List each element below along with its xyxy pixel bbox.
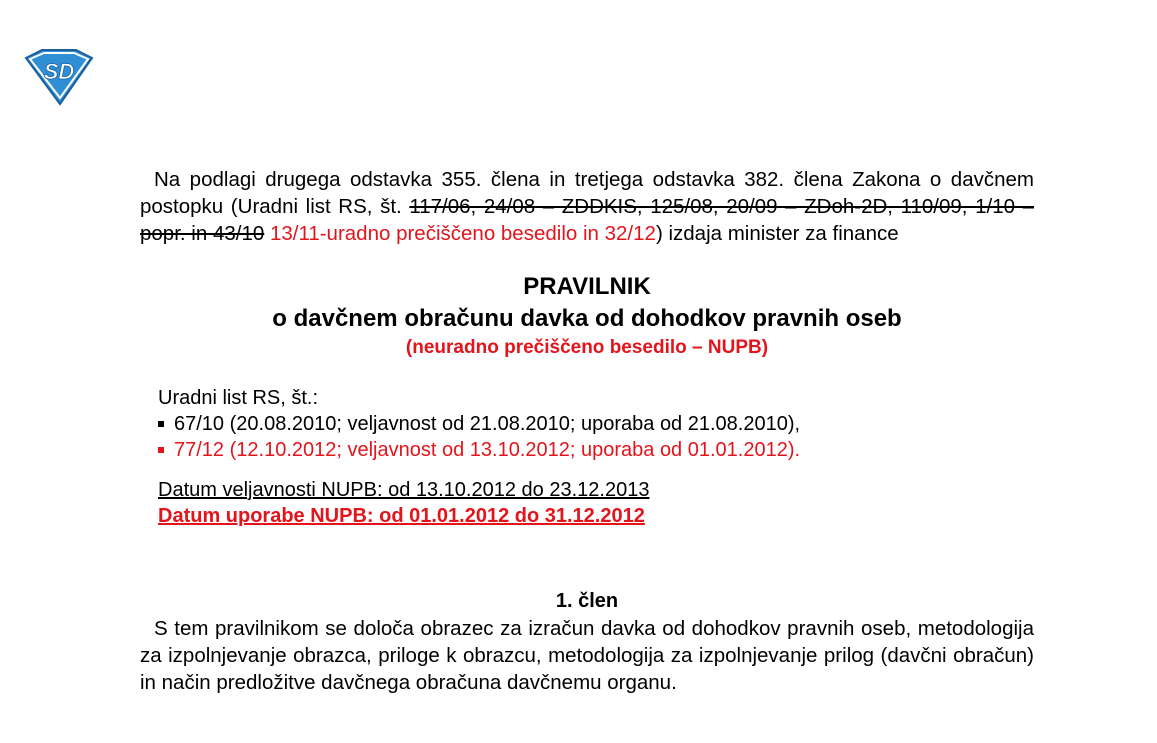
bullet-icon	[158, 421, 164, 427]
validity-block	[158, 477, 1034, 529]
publication-block	[158, 385, 1034, 463]
bullet-icon	[158, 447, 164, 453]
title-block	[140, 271, 1034, 361]
publication-item-text: 77/12 (12.10.2012; veljavnost od 13.10.2012; uporaba od 01.01.2012).	[174, 439, 801, 461]
publication-item	[158, 437, 1034, 463]
article-text: S tem pravilnikom se določa obrazec za izračun davka od dohodkov pravnih oseb, metodologija za izpolnjevanje obrazca, priloge k obrazcu, metodologija za izpolnjevanje prilog (davčni obračun) in način predložitve davčnega obračuna davčnemu organu.	[140, 617, 1034, 694]
use-date: Datum uporabe NUPB: od 01.01.2012 do 31.12.2012	[158, 505, 645, 527]
document-content	[140, 166, 1034, 696]
publication-item	[158, 411, 1034, 437]
publication-list	[158, 411, 1034, 463]
intro-end: ) izdaja minister za finance	[655, 222, 899, 245]
article-heading: 1. člen	[555, 590, 619, 612]
intro-red-text: 13/11-uradno prečiščeno besedilo in 32/12	[264, 222, 656, 245]
document-subtitle: o davčnem obračunu davka od dohodkov pravnih oseb	[272, 305, 902, 332]
publication-label: Uradni list RS, št.:	[158, 387, 319, 409]
intro-start: Na podlagi drugega odstavka 355. člena in tretjega odstavka 382. člena Zakona o davčnem postopku (Uradni list RS, št.	[140, 168, 1034, 218]
document-title: PRAVILNIK	[523, 273, 651, 300]
document-note: (neuradno prečiščeno besedilo – NUPB)	[405, 337, 769, 358]
intro-struck-text: 117/06, 24/08 – ZDDKIS, 125/08, 20/09 – ZDoh-2D, 110/09, 1/10 – popr. in 43/10	[140, 195, 1035, 245]
publication-item-text: 67/10 (20.08.2010; veljavnost od 21.08.2010; uporaba od 21.08.2010),	[174, 413, 801, 435]
sd-logo-icon	[22, 48, 96, 106]
logo-lettering: SD	[43, 59, 75, 84]
intro-paragraph	[140, 166, 1034, 247]
validity-date: Datum veljavnosti NUPB: od 13.10.2012 do 23.12.2013	[158, 479, 650, 501]
